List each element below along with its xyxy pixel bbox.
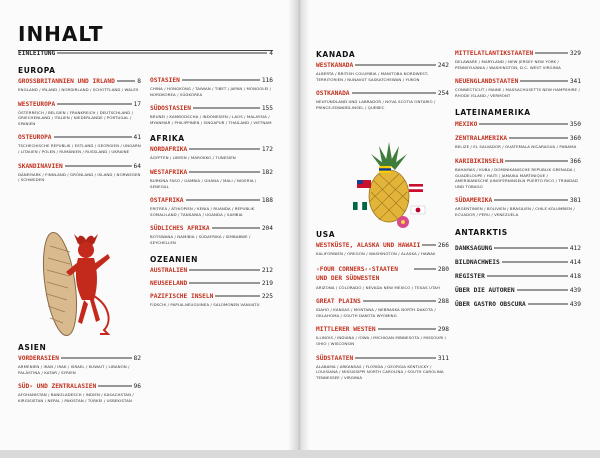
countries-list: BELIZE / EL SALVADOR / GUATEMALA NICARAGUA / PANAMA [455,144,577,150]
toc-column-left-2 [150,77,273,315]
toc-entry[interactable]: GROSSBRITANNIEN UND IRLAND 8 [18,78,141,85]
countries-list: CONNECTICUT / MAINE / MASSACHUSETTS NEW HAMPSHIRE / RHODE ISLAND / VERMONT [455,87,580,98]
countries-list: ÄGYPTEN / LIBYEN / MAROKKO / TUNESIEN [150,155,236,161]
page-bottom-edge [0,450,600,458]
countries-list: IDAHO / KANSAS / MONTANA / NEBRASKA NORTH DAKOTA / OKLAHOMA / SOUTH DAKOTA WYOMING [316,307,436,318]
left-page [0,0,303,450]
toc-entry[interactable]: WESTKÜSTE, ALASKA UND HAWAII 266 [316,242,449,249]
toc-entry-multiline[interactable]: ›FOUR CORNERS‹-STAATEN UND DER SÜDWESTEN 280 [316,265,449,282]
countries-list: BURKINA FASO / GAMBIA / GHANA / MALI / NIGERIA / SENEGAL [150,177,257,189]
countries-list: KALIFORNIEN / OREGON / WASHINGTON / ALASKA / HAWAII [316,251,436,256]
toc-entry[interactable]: ÜBER DIE AUTOREN 439 [455,286,581,294]
region-heading: ASIEN [18,343,47,352]
countries-list: ARMENIEN / IRAN / IRAK / ISRAEL / KUWAIT / LIBANON / PALÄSTINA / KATAR / SYRIEN [18,364,130,375]
countries-list: AFGHANISTAN / BANGLADESCH / INDIEN / KASACHSTAN / KIRGISISTAN / NEPAL / PAKISTAN / TÜRKEI / USBEKISTAN [18,392,134,403]
countries-list: BRUNEI / KAMBODSCHA / INDONESIEN / LAOS / MALAYSIA / MYANMAR / PHILIPPINEN / SINGAPUR / THAILAND / VIETNAM [150,114,272,125]
countries-list: ÖSTERREICH / BELGIEN / FRANKREICH / DEUTSCHLAND / GRIECHENLAND / ITALIEN / NIEDERLANDE / PORTUGAL / SPANIEN [18,109,134,126]
region-heading: OZEANIEN [150,254,199,264]
toc-entry[interactable]: SÜDSTAATEN 311 [316,354,449,362]
countries-list: BOTSWANA / NAMIBIA / SÜDAFRIKA / SIMBABWE / SEYCHELLEN [150,234,251,245]
toc-column-right-1-lower [316,230,449,388]
countries-list: ARGENTINIEN / BOLIVIEN / BRASILIEN / CHILE KOLUMBIEN / ECUADOR / PERU / VENEZUELA [455,206,575,217]
toc-entry[interactable]: OSTAFRIKA 188 [150,197,273,205]
countries-list: BAHAMAS / KUBA / DOMINIKANISCHE REPUBLIK GRENADA / GUADELOUPE / HAITI / JAMAIKA MARTINIQUE / AMERIKANISCHE JUNGFERNINSELN PUERTO RICO / TRINIDAD UND TOBAGO [455,166,578,189]
toc-entry[interactable]: AUSTRALIEN 212 [150,266,273,274]
countries-list: TSCHECHISCHE REPUBLIK / ESTLAND / GEORGIEN / UNGARN / LITAUEN / POLEN / RUMÄNIEN / RUSSLAND / UKRAINE [18,143,141,154]
right-page [299,0,600,450]
toc-entry[interactable]: WESTEUROPA 17 [18,100,141,108]
region-heading: LATEINAMERIKA [455,108,531,118]
toc-entry[interactable]: DANKSAGUNG 412 [455,244,581,252]
toc-entry[interactable]: GREAT PLAINS 288 [316,298,449,306]
toc-entry[interactable]: SÜDLICHES AFRIKA 204 [150,225,273,233]
countries-list: ENGLAND / IRLAND / NORDIRLAND / SCHOTTLAND / WALES [18,87,139,92]
toc-entry[interactable]: MEXIKO 350 [455,121,581,129]
region-heading: KANADA [316,50,356,59]
countries-list: ALBERTA / BRITISH COLUMBIA / MANITOBA NORDWEST-TERRITORIEN / NUNAVUT SASKATCHEWAN / YUKON [316,71,429,82]
countries-list: DELAWARE / MARYLAND / NEW JERSEY NEW YORK / PENNSYLVANIA / WASHINGTON, D.C. WEST VIRGINIA [455,59,561,70]
bread-devil-illustration [34,226,126,338]
toc-entry[interactable]: WESTKANADA 242 [316,62,449,69]
countries-list: ALABAMA / ARKANSAS / FLORIDA / GEORGIA KENTUCKY / LOUISIANA / MISSISSIPPI NORTH CAROLINA / SOUTH CAROLINA TENNESSEE / VIRGINIA [316,363,444,380]
toc-entry[interactable]: OSTEUROPA 41 [18,134,141,142]
toc-entry[interactable]: SÜDOSTASIEN 155 [150,105,273,113]
toc-entry[interactable]: SKANDINAVIEN 64 [18,162,141,170]
toc-entry[interactable]: VORDERASIEN 82 [18,355,141,362]
toc-column-left-1-lower [18,343,141,411]
toc-entry[interactable]: SÜD- UND ZENTRALASIEN 96 [18,383,141,391]
toc-column-left-1 [18,66,141,191]
toc-entry[interactable]: SÜDAMERIKA 381 [455,197,581,205]
toc-entry[interactable]: NORDAFRIKA 172 [150,146,273,154]
toc-entry-intro[interactable]: EINLEITUNG 4 [18,50,273,57]
toc-column-right-2 [455,50,581,308]
toc-entry[interactable]: BILDNACHWEIS 414 [455,258,581,266]
countries-list: NEUFUNDLAND UND LABRADOR / NOVA SCOTIA ONTARIO / PRINCE-EDWARD-INSEL / QUEBEC [316,99,436,110]
toc-entry[interactable]: OSTASIEN 116 [150,77,273,84]
region-heading: AFRIKA [150,134,185,144]
toc-entry[interactable]: PAZIFISCHE INSELN 225 [150,292,273,300]
toc-entry[interactable]: NEUENGLANDSTAATEN 341 [455,78,581,86]
toc-entry[interactable]: ÜBER GASTRO OBSCURA 439 [455,300,581,308]
toc-entry[interactable]: REGISTER 418 [455,272,581,280]
countries-list: ARIZONA / COLORADO / NEVADA NEW MEXICO / TEXAS UTAH [316,284,440,290]
region-heading: USA [316,230,336,239]
countries-list: ERITREA / ÄTHIOPIEN / KENIA / RUANDA / REPUBLIK SOMALILAND / TANSANIA / UGANDA / SAMBIA [150,206,255,217]
toc-entry[interactable]: NEUSEELAND 219 [150,279,273,287]
book-gutter [288,0,310,450]
toc-entry[interactable]: WESTAFRIKA 182 [150,168,273,176]
region-heading: ANTARKTIS [455,227,508,237]
countries-list: CHINA / HONGKONG / TAIWAN / TIBET / JAPAN / MONGOLEI / NORDKOREA / SÜDKOREA [150,86,272,97]
region-heading: EUROPA [18,66,56,75]
toc-column-right-1 [316,50,449,118]
countries-list: FIDSCHI / PAPUA-NEUGUINEA / SALOMONEN VANUATU [150,301,260,307]
countries-list: ILLINOIS / INDIANA / IOWA / MICHIGAN MINNESOTA / MISSOURI / OHIO / WISCONSIN [316,335,447,346]
page-title: INHALT [18,22,104,46]
toc-entry[interactable]: OSTKANADA 254 [316,90,449,98]
toc-entry[interactable]: KARIBIKINSELN 366 [455,157,581,165]
toc-entry[interactable]: MITTLERER WESTEN 298 [316,326,449,334]
toc-entry[interactable]: MITTELATLANTIKSTAATEN 329 [455,50,581,57]
toc-entry[interactable]: ZENTRALAMERIKA 360 [455,135,581,143]
countries-list: DÄNEMARK / FINNLAND / GRÖNLAND / ISLAND / NORWEGEN / SCHWEDEN [18,171,141,183]
pineapple-flags-illustration [349,140,429,228]
